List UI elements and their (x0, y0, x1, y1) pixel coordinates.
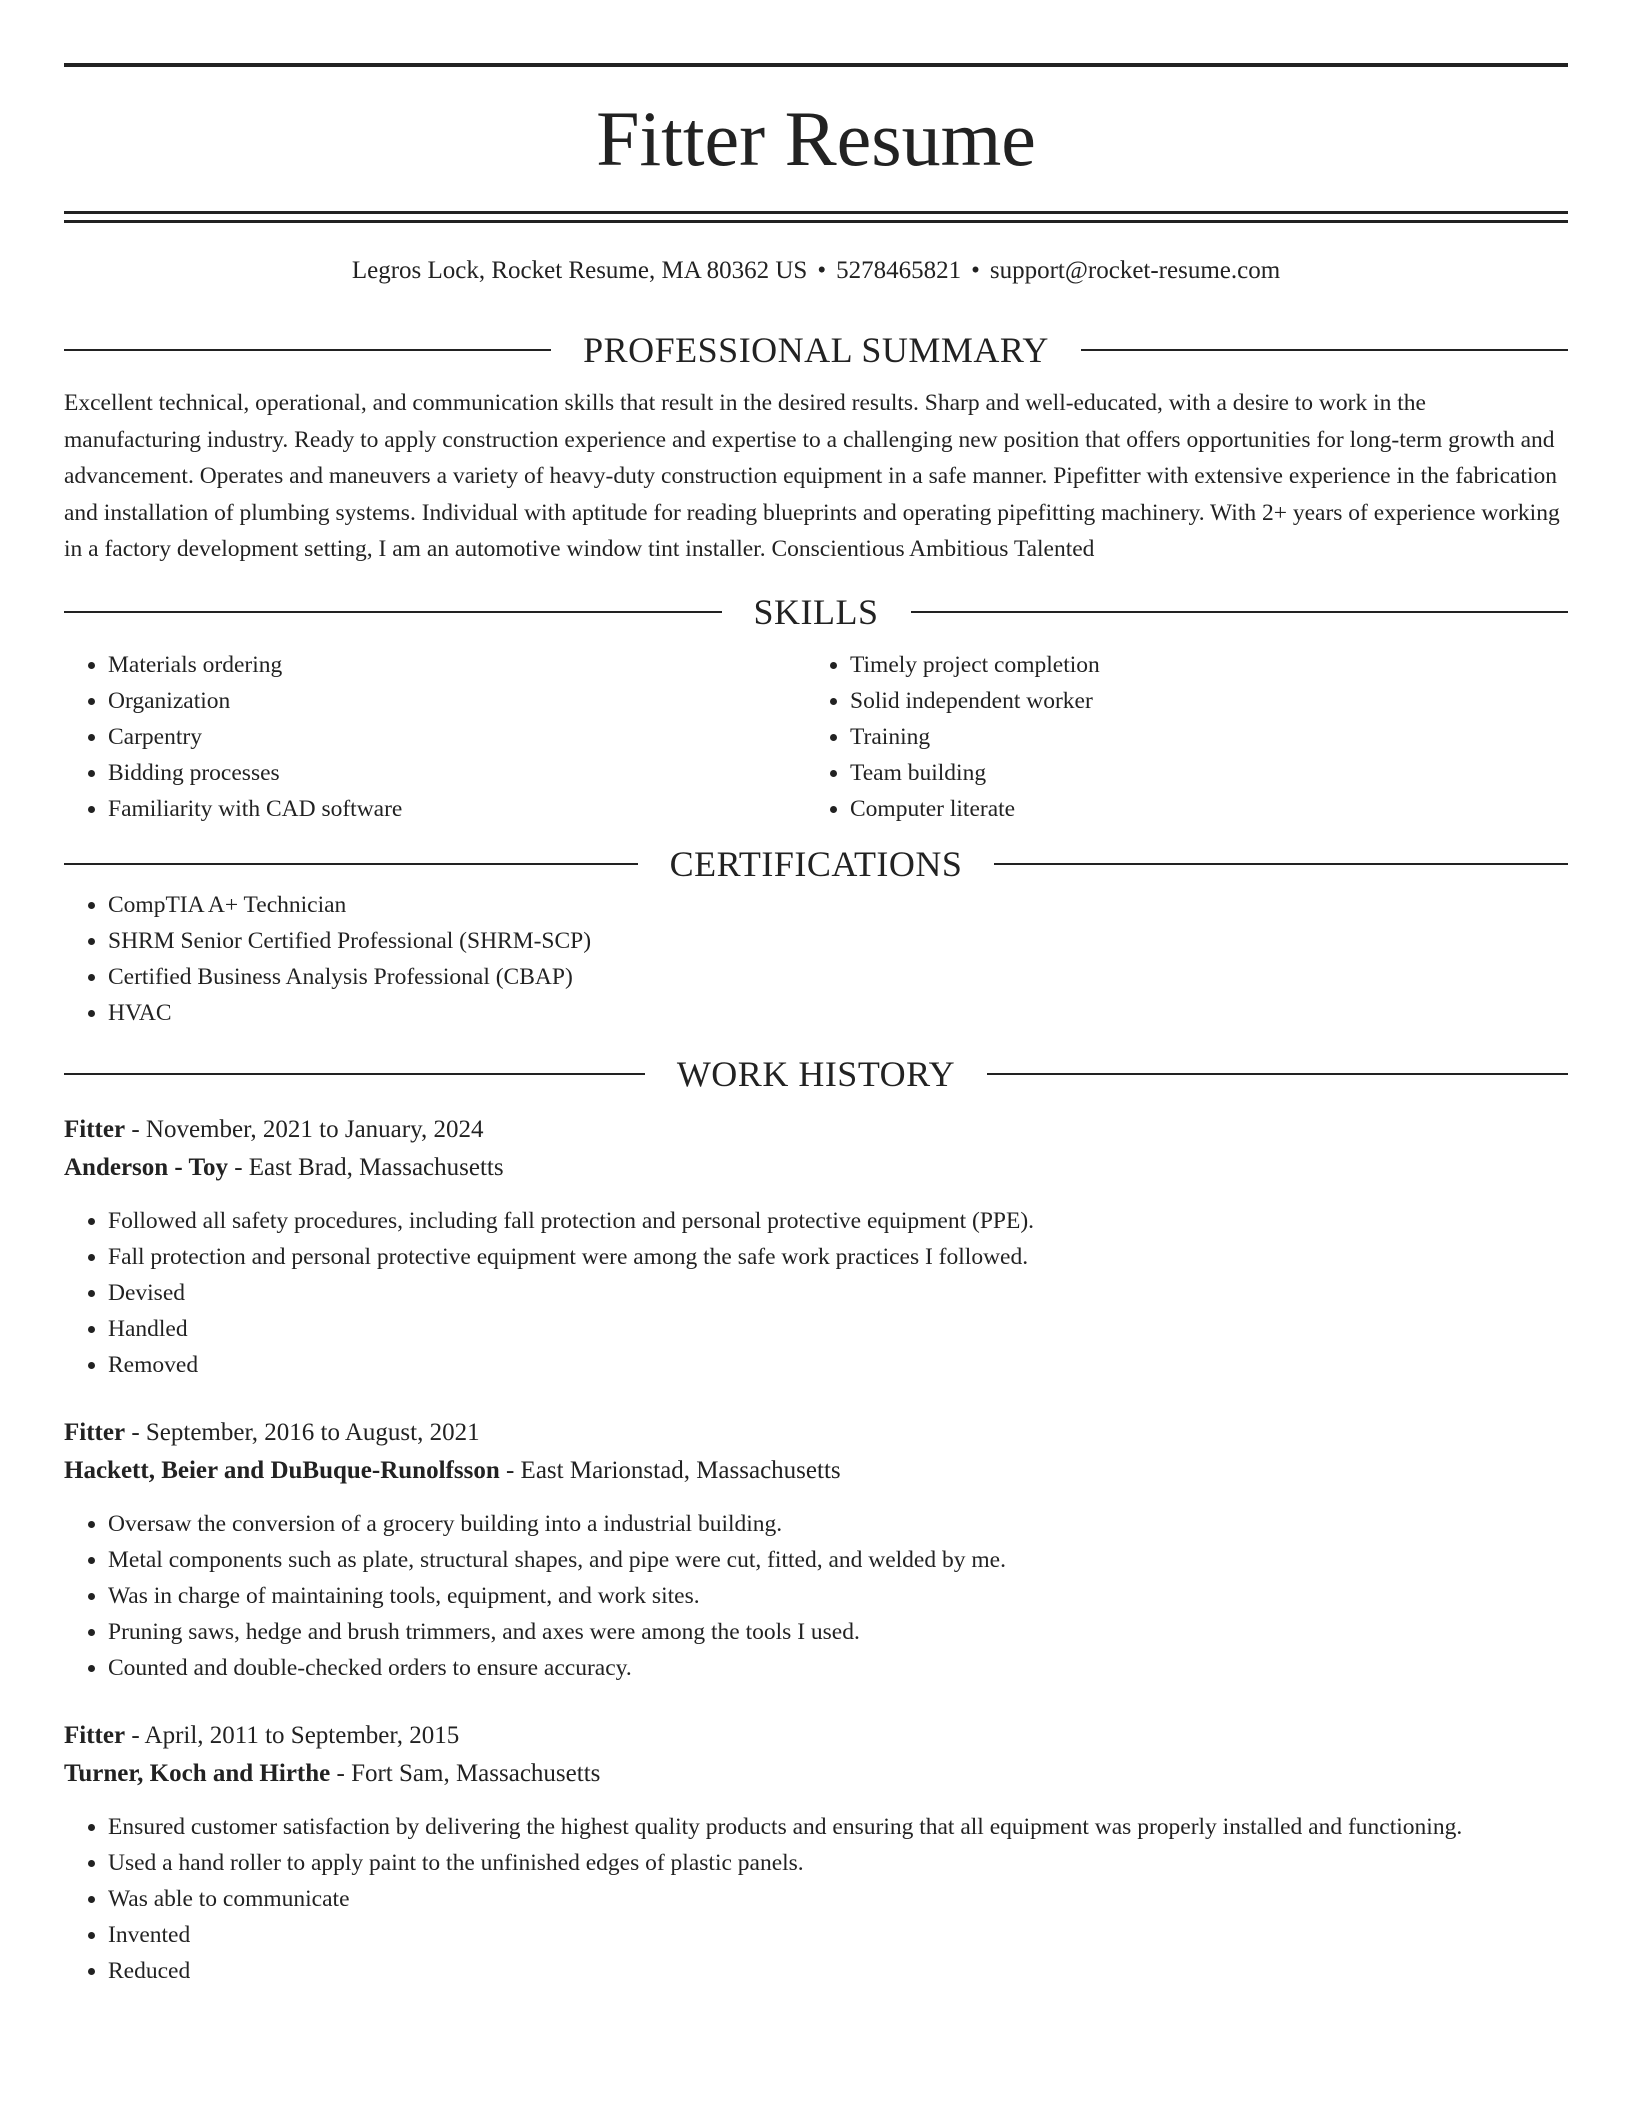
job-title-line (64, 1414, 1568, 1452)
job-title-line (64, 1111, 1568, 1149)
heading-rule (911, 611, 1569, 613)
heading-rule (994, 863, 1568, 865)
job-entry (64, 1111, 1568, 1383)
section-heading-summary (64, 327, 1568, 373)
skills-column-right (806, 647, 1548, 827)
skill-item: • Materials ordering (108, 647, 806, 683)
contact-separator: • (971, 257, 980, 284)
job-location: - East Brad, Massachusetts (227, 1153, 504, 1181)
job-dates: - November, 2021 to January, 2024 (125, 1115, 484, 1143)
certification-item: • CompTIA A+ Technician (108, 887, 1568, 923)
job-company-line (64, 1452, 1568, 1490)
job-bullet: • Ensured customer satisfaction by delivering the highest quality products and ensuring that all equipment was properly installed and functioning. (108, 1809, 1568, 1845)
job-bullet: • Removed (108, 1347, 1568, 1383)
certification-item: • SHRM Senior Certified Professional (SHRM-SCP) (108, 923, 1568, 959)
section-title: CERTIFICATIONS (669, 843, 963, 884)
contact-phone: 5278465821 (836, 257, 962, 284)
skill-item: • Team building (850, 755, 1548, 791)
skill-item: • Computer literate (850, 791, 1548, 827)
job-bullets (64, 1809, 1568, 1989)
job-bullet: • Reduced (108, 1953, 1568, 1989)
job-bullet: • Followed all safety procedures, including fall protection and personal protective equipment (PPE). (108, 1203, 1568, 1239)
job-bullet: • Oversaw the conversion of a grocery building into a industrial building. (108, 1506, 1568, 1542)
contact-separator: • (817, 257, 827, 284)
section-heading-skills (64, 589, 1568, 635)
job-entry (64, 1414, 1568, 1686)
job-company: Anderson - Toy (64, 1153, 228, 1181)
title-double-rule (64, 211, 1568, 223)
job-bullet: • Invented (108, 1917, 1568, 1953)
skill-item: • Training (850, 719, 1548, 755)
job-company: Turner, Koch and Hirthe (64, 1759, 331, 1787)
skill-item: • Organization (108, 683, 806, 719)
job-bullet: • Was able to communicate (108, 1881, 1568, 1917)
section-heading-certifications (64, 841, 1568, 887)
heading-rule (1081, 349, 1568, 351)
job-bullet: • Handled (108, 1311, 1568, 1347)
job-title: Fitter (64, 1418, 126, 1446)
heading-rule (64, 863, 638, 865)
skill-item: • Timely project completion (850, 647, 1548, 683)
section-title: WORK HISTORY (676, 1053, 956, 1094)
skill-item: • Bidding processes (108, 755, 806, 791)
section-title: PROFESSIONAL SUMMARY (583, 330, 1049, 370)
job-bullet: • Used a hand roller to apply paint to the unfinished edges of plastic panels. (108, 1845, 1568, 1881)
job-bullet: • Devised (108, 1275, 1568, 1311)
job-location: - Fort Sam, Massachusetts (330, 1759, 601, 1787)
job-bullet: • Fall protection and personal protective equipment were among the safe work practices I followed. (108, 1239, 1568, 1275)
job-entry (64, 1717, 1568, 1989)
skills-column-left (64, 647, 806, 827)
certification-item: • HVAC (108, 995, 1568, 1031)
skill-item: • Solid independent worker (850, 683, 1548, 719)
job-dates: - September, 2016 to August, 2021 (125, 1418, 480, 1446)
job-title-line (64, 1717, 1568, 1755)
job-dates: - April, 2011 to September, 2015 (125, 1721, 460, 1749)
job-bullet: • Metal components such as plate, structural shapes, and pipe were cut, fitted, and welded by me. (108, 1542, 1568, 1578)
contact-line (64, 253, 1568, 289)
job-company-line (64, 1149, 1568, 1187)
certifications-list (64, 887, 1568, 1031)
job-title: Fitter (64, 1115, 126, 1143)
job-bullet: • Was in charge of maintaining tools, equipment, and work sites. (108, 1578, 1568, 1614)
heading-rule (64, 611, 722, 613)
job-bullets (64, 1506, 1568, 1686)
skill-item: • Familiarity with CAD software (108, 791, 806, 827)
section-heading-work-history (64, 1051, 1568, 1097)
job-bullet: • Pruning saws, hedge and brush trimmers, and axes were among the tools I used. (108, 1614, 1568, 1650)
resume-title: Fitter Resume (596, 95, 1036, 182)
heading-rule (987, 1073, 1568, 1075)
section-title: SKILLS (753, 591, 879, 632)
summary-paragraph: Excellent technical, operational, and communication skills that result in the desired results. Sharp and well-educated, with a desire to work in the manufacturing industry. Ready to apply construction experience and expertise to a challenging new position that offers opportunities for long-term growth and advancement. Operates and maneuvers a variety of heavy-duty construction equipment in a safe manner. Pipefitter with extensive experience in the fabrication and installation of plumbing systems. Individual with aptitude for reading blueprints and operating pipefitting machinery. With 2+ years of experience working in a factory development setting, I am an automotive window tint installer. Conscientious Ambitious Talented (64, 390, 1560, 562)
skill-item: • Carpentry (108, 719, 806, 755)
heading-rule (64, 1073, 645, 1075)
top-rule (64, 63, 1568, 67)
skills-grid (64, 647, 1568, 827)
job-company-line (64, 1755, 1568, 1793)
contact-address: Legros Lock, Rocket Resume, MA 80362 US (351, 257, 808, 284)
contact-email: support@rocket-resume.com (989, 257, 1281, 284)
job-bullet: • Counted and double-checked orders to ensure accuracy. (108, 1650, 1568, 1686)
job-company: Hackett, Beier and DuBuque-Runolfsson (64, 1456, 500, 1484)
resume-page (64, 0, 1568, 1989)
job-bullets (64, 1203, 1568, 1383)
certification-item: • Certified Business Analysis Professional (CBAP) (108, 959, 1568, 995)
job-title: Fitter (64, 1721, 126, 1749)
heading-rule (64, 349, 551, 351)
job-location: - East Marionstad, Massachusetts (499, 1456, 841, 1484)
